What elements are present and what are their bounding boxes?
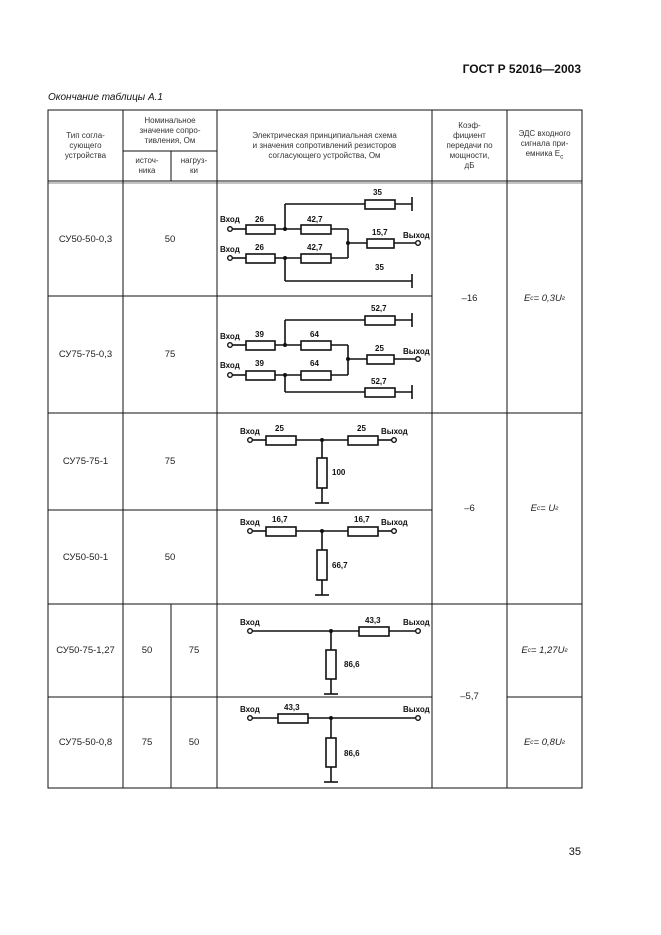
- scheme-2: [220, 304, 430, 399]
- row-type: СУ75-75-1: [62, 456, 109, 467]
- input-label: Вход: [220, 215, 240, 224]
- resistor-value: 25: [275, 424, 284, 433]
- resistor: [326, 650, 336, 679]
- row-load: 50: [188, 737, 200, 748]
- scheme-4: [240, 515, 408, 595]
- row-type: СУ50-75-1,27: [56, 645, 115, 656]
- page-number: 35: [568, 846, 581, 858]
- input-label: Вход: [240, 518, 260, 527]
- resistor: [365, 200, 395, 209]
- resistor: [266, 436, 296, 445]
- resistor: [301, 254, 331, 263]
- input-terminal: [228, 343, 233, 348]
- resistor: [348, 436, 378, 445]
- row-source: 50: [141, 645, 153, 656]
- emf-value: E c = 0,8U г: [523, 737, 566, 748]
- input-label: Вход: [220, 332, 240, 341]
- resistor-value: 35: [375, 263, 384, 272]
- scheme-3: [240, 424, 408, 503]
- input-label: Вход: [220, 245, 240, 254]
- resistor-value: 39: [255, 359, 264, 368]
- header-load: нагруз- ки: [180, 156, 208, 175]
- input-terminal: [228, 227, 233, 232]
- resistor-value: 42,7: [307, 243, 323, 252]
- resistor: [367, 355, 394, 364]
- table-caption: Окончание таблицы А.1: [48, 92, 163, 103]
- resistor: [301, 341, 331, 350]
- row-type: СУ75-75-0,3: [58, 349, 113, 360]
- input-terminal: [228, 373, 233, 378]
- resistor-value: 16,7: [272, 515, 288, 524]
- emf-value: E c = 1,27U г: [521, 645, 568, 656]
- resistor: [246, 254, 275, 263]
- resistor-value: 42,7: [307, 215, 323, 224]
- header-coef: Коэф- фициент передачи по мощности, дБ: [446, 120, 493, 170]
- input-label: Вход: [240, 427, 260, 436]
- scheme-1: [220, 188, 430, 288]
- resistor: [266, 527, 296, 536]
- row-nominal: 50: [164, 234, 176, 245]
- standard-number: ГОСТ Р 52016—2003: [462, 62, 581, 76]
- header-scheme: Электрическая принципиальная схема и значения сопротивлений резисторов согласующего устройства, Ом: [252, 130, 397, 160]
- output-label: Выход: [403, 347, 430, 356]
- output-terminal: [416, 629, 421, 634]
- resistor: [359, 627, 389, 636]
- resistor-value: 26: [255, 215, 264, 224]
- resistor-value: 86,6: [344, 749, 360, 758]
- row-nominal: 75: [164, 349, 176, 360]
- header-emf-sub: c: [560, 153, 564, 161]
- resistor-value: 25: [357, 424, 366, 433]
- resistor: [246, 371, 275, 380]
- output-terminal: [416, 241, 421, 246]
- row-load: 75: [188, 645, 200, 656]
- scheme-6: [240, 703, 430, 782]
- resistor-value: 35: [373, 188, 382, 197]
- emf-value: E c = 0,3U г: [523, 292, 566, 304]
- output-terminal: [416, 716, 421, 721]
- output-label: Выход: [381, 518, 408, 527]
- row-source: 75: [141, 737, 153, 748]
- resistor-value: 16,7: [354, 515, 370, 524]
- resistor: [326, 738, 336, 767]
- output-terminal: [416, 357, 421, 362]
- resistor-value: 66,7: [332, 561, 348, 570]
- coef-value: –5,7: [460, 690, 479, 702]
- resistor-value: 64: [310, 330, 319, 339]
- resistor: [365, 388, 395, 397]
- coef-value: –6: [464, 503, 475, 514]
- resistor-value: 25: [375, 344, 384, 353]
- header-nominal: Номинальное значение сопро- тивления, Ом: [139, 116, 201, 145]
- output-terminal: [392, 438, 397, 443]
- header-emf-text: ЭДС входного сигнала при- емника E: [518, 128, 571, 158]
- row-nominal: 50: [164, 551, 176, 563]
- input-terminal: [248, 438, 253, 443]
- resistor-value: 52,7: [371, 304, 387, 313]
- resistor: [365, 316, 395, 325]
- output-label: Выход: [403, 705, 430, 714]
- resistor: [246, 341, 275, 350]
- resistor: [317, 550, 327, 580]
- resistor: [301, 225, 331, 234]
- input-terminal: [228, 256, 233, 261]
- resistor: [348, 527, 378, 536]
- resistor-value: 86,6: [344, 660, 360, 669]
- input-terminal: [248, 529, 253, 534]
- resistor: [278, 714, 308, 723]
- resistor-value: 64: [310, 359, 319, 368]
- resistor: [246, 225, 275, 234]
- resistor-value: 43,3: [365, 616, 381, 625]
- row-type: СУ75-50-0,8: [58, 737, 113, 748]
- input-label: Вход: [240, 705, 260, 714]
- coef-value: –16: [461, 292, 478, 304]
- resistor-value: 52,7: [371, 377, 387, 386]
- output-label: Выход: [403, 231, 430, 240]
- scheme-5: [240, 616, 430, 694]
- row-nominal: 75: [164, 456, 176, 467]
- output-label: Выход: [403, 618, 430, 627]
- resistor-value: 39: [255, 330, 264, 339]
- resistor-value: 43,3: [284, 703, 300, 712]
- output-label: Выход: [381, 427, 408, 436]
- header-type: Тип согла- сующего устройства: [64, 130, 107, 160]
- resistor: [301, 371, 331, 380]
- input-label: Вход: [240, 618, 260, 627]
- input-terminal: [248, 629, 253, 634]
- resistor-value: 26: [255, 243, 264, 252]
- resistor-value: 15,7: [372, 228, 388, 237]
- emf-value: E c = U г: [530, 503, 559, 514]
- row-type: СУ50-50-1: [62, 551, 109, 563]
- output-terminal: [392, 529, 397, 534]
- resistor-value: 100: [332, 468, 346, 477]
- resistor: [367, 239, 394, 248]
- header-source: источ- ника: [135, 156, 159, 175]
- resistor: [317, 458, 327, 488]
- input-label: Вход: [220, 361, 240, 370]
- input-terminal: [248, 716, 253, 721]
- row-type: СУ50-50-0,3: [58, 234, 113, 245]
